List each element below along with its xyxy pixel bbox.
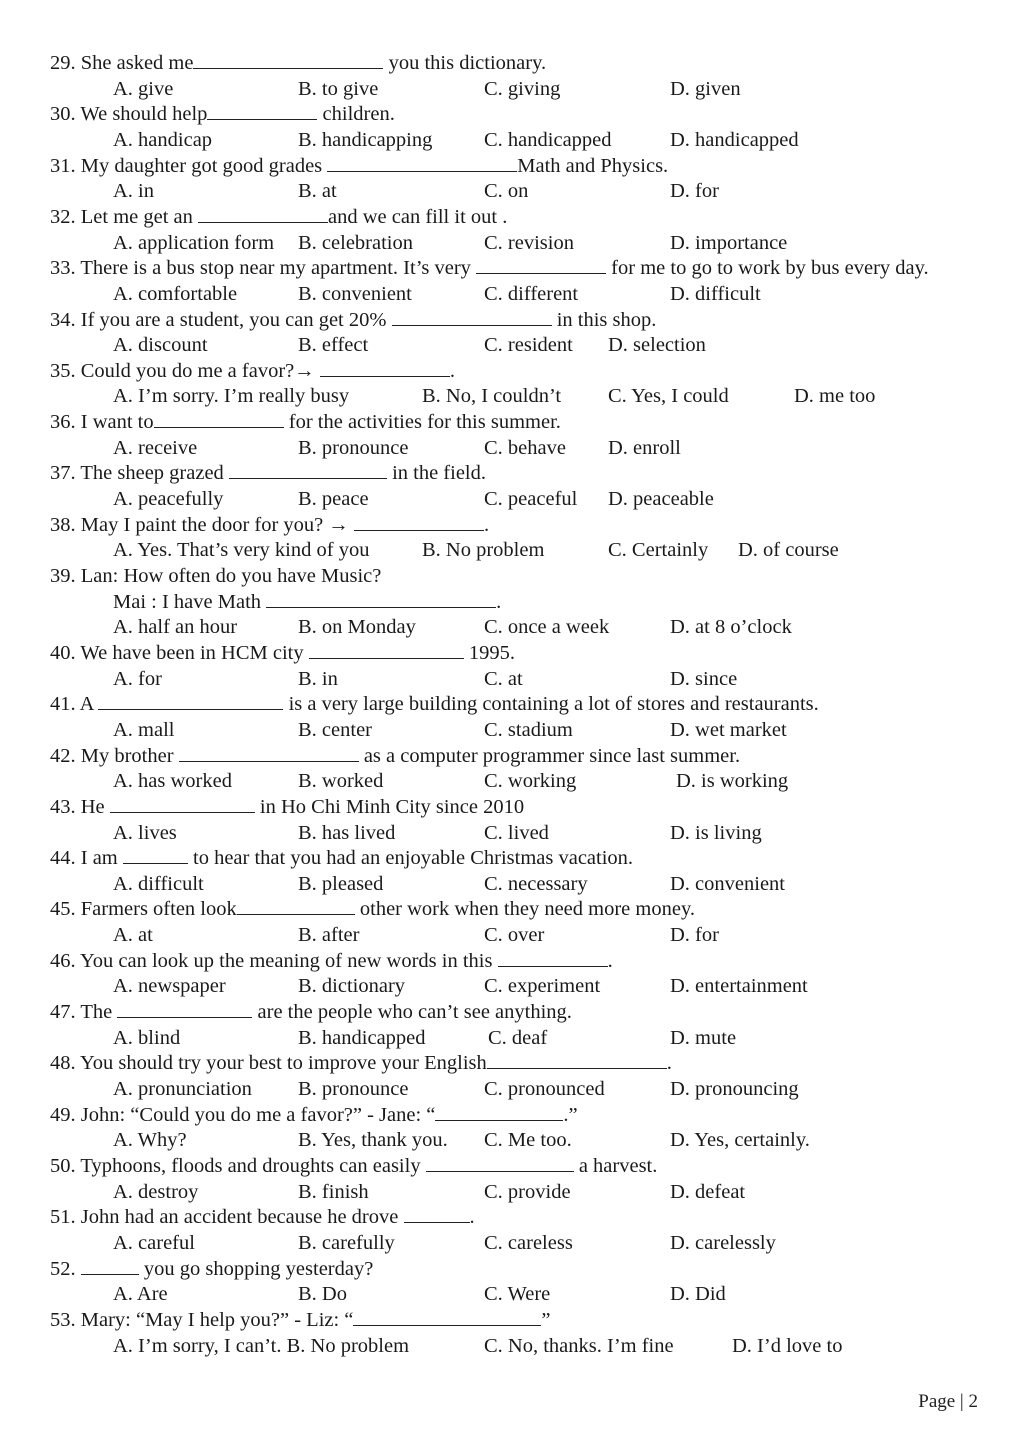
answer-option[interactable]: C. Yes, I could xyxy=(608,385,729,408)
answer-option[interactable]: D. wet market xyxy=(670,718,787,741)
answer-option[interactable]: C. different xyxy=(484,282,579,305)
answer-option[interactable]: D. mute xyxy=(670,1026,737,1049)
answer-option[interactable]: A. half an hour xyxy=(113,616,238,639)
question-number: 41. xyxy=(50,693,76,716)
question-number: 43. xyxy=(50,795,76,818)
answer-option[interactable]: B. to give xyxy=(298,77,379,100)
question-text: There is a bus stop near my apartment. It’s very xyxy=(80,257,477,280)
question-37 xyxy=(50,460,486,486)
answer-options xyxy=(0,1230,1024,1256)
question-number: 39. xyxy=(50,565,76,587)
answer-options xyxy=(0,486,1024,512)
answer-option[interactable]: D. convenient xyxy=(670,872,785,895)
question-30 xyxy=(50,101,395,127)
question-text: The sheep grazed xyxy=(80,462,229,485)
answer-option[interactable]: A. give xyxy=(113,77,174,100)
answer-option[interactable]: B. effect xyxy=(298,334,369,357)
answer-option[interactable]: D. is working xyxy=(676,770,789,793)
question-number: 35. xyxy=(50,359,76,382)
answer-option[interactable]: B. on Monday xyxy=(298,616,416,639)
question-text: A xyxy=(79,693,99,716)
question-51 xyxy=(50,1204,475,1230)
answer-option[interactable]: B. at xyxy=(298,180,337,203)
question-53 xyxy=(50,1307,551,1333)
question-52 xyxy=(50,1256,373,1282)
answer-options xyxy=(0,435,1024,461)
question-text: in this shop. xyxy=(551,308,657,331)
question-text: you go shopping yesterday? xyxy=(138,1257,374,1280)
answer-option[interactable]: A. blind xyxy=(113,1026,181,1049)
answer-option[interactable]: B. pronounce xyxy=(298,436,409,459)
question-text: .” xyxy=(563,1103,578,1126)
answer-option[interactable]: A. I’m sorry. I’m really busy xyxy=(113,385,350,408)
question-text: You should try your best to improve your English xyxy=(80,1052,487,1075)
question-38 xyxy=(50,512,489,538)
answer-options xyxy=(0,230,1024,256)
page-number: Page | 2 xyxy=(918,1391,978,1412)
answer-option[interactable]: C. Me too. xyxy=(484,1129,572,1152)
question-text: you this dictionary. xyxy=(383,52,547,74)
answer-option[interactable]: A. difficult xyxy=(113,872,204,895)
question-36 xyxy=(50,409,561,435)
answer-blank[interactable] xyxy=(193,50,383,69)
answer-option[interactable]: B. Do xyxy=(298,1283,347,1306)
answer-option[interactable]: D. carelessly xyxy=(670,1231,776,1254)
question-text: is a very large building containing a lot of stores and restaurants. xyxy=(283,693,819,716)
answer-option[interactable]: C. over xyxy=(484,924,545,947)
question-text: 1995. xyxy=(463,641,515,664)
question-number: 30. xyxy=(50,103,76,126)
answer-blank[interactable] xyxy=(320,358,450,377)
answer-blank[interactable] xyxy=(487,1050,667,1069)
question-number: 45. xyxy=(50,898,76,921)
question-text: . xyxy=(469,1206,475,1229)
answer-option[interactable]: C. once a week xyxy=(484,616,610,639)
answer-options xyxy=(0,973,1024,999)
answer-option[interactable]: D. selection xyxy=(608,334,706,357)
question-text: other work when they need more money. xyxy=(354,898,695,921)
question-text: are the people who can’t see anything. xyxy=(252,1001,572,1024)
answer-options xyxy=(0,76,1024,102)
answer-blank[interactable] xyxy=(426,1153,574,1172)
answer-options xyxy=(0,281,1024,307)
answer-option[interactable]: A. lives xyxy=(113,821,177,844)
question-number: 36. xyxy=(50,411,76,434)
answer-option[interactable]: D. of course xyxy=(738,539,839,562)
question-number: 40. xyxy=(50,641,76,664)
answer-option[interactable]: B. after xyxy=(298,924,360,947)
question-text: . xyxy=(666,1052,672,1075)
answer-option[interactable]: C. on xyxy=(484,180,529,203)
answer-option[interactable]: B. convenient xyxy=(298,282,412,305)
answer-option[interactable]: C. revision xyxy=(484,231,574,254)
answer-option[interactable]: D. for xyxy=(670,180,719,203)
question-text: John: “Could you do me a favor?” - Jane: “ xyxy=(80,1103,436,1126)
answer-options xyxy=(0,383,1024,409)
answer-option[interactable]: C. stadium xyxy=(484,718,573,741)
question-34 xyxy=(50,307,656,333)
question-number: 52. xyxy=(50,1257,76,1280)
question-number: 31. xyxy=(50,154,76,177)
question-text: I am xyxy=(80,847,123,870)
answer-options xyxy=(0,178,1024,204)
question-text: ” xyxy=(541,1308,551,1331)
answer-option[interactable]: A. destroy xyxy=(113,1180,199,1203)
answer-blank[interactable] xyxy=(404,1204,470,1223)
question-text: . xyxy=(607,949,613,972)
answer-option[interactable]: A. in xyxy=(113,180,154,203)
answer-option[interactable]: D. defeat xyxy=(670,1180,746,1203)
question-text: Let me get an xyxy=(80,205,199,228)
answer-options xyxy=(0,1333,1024,1359)
answer-option[interactable]: C. deaf xyxy=(488,1026,548,1049)
question-number: 46. xyxy=(50,949,76,972)
answer-option[interactable]: A. for xyxy=(113,667,162,690)
question-39 xyxy=(50,563,381,589)
question-number: 53. xyxy=(50,1308,76,1331)
question-number: 50. xyxy=(50,1154,76,1177)
question-text: He xyxy=(80,795,110,818)
answer-options xyxy=(0,1281,1024,1307)
answer-option[interactable]: D. I’d love to xyxy=(732,1334,843,1357)
question-number: 38. xyxy=(50,513,76,536)
answer-option[interactable]: A. application form xyxy=(113,231,275,254)
question-number: 32. xyxy=(50,205,76,228)
answer-option[interactable]: B. pleased xyxy=(298,872,384,895)
question-text: She asked me xyxy=(80,52,194,74)
question-29 xyxy=(50,50,546,76)
answer-option[interactable]: C. handicapped xyxy=(484,128,612,151)
question-number: 29. xyxy=(50,52,76,74)
question-text: John had an accident because he drove xyxy=(80,1206,404,1229)
answer-option[interactable]: B. handicapped xyxy=(298,1026,426,1049)
answer-option[interactable]: C. No, thanks. I’m fine xyxy=(484,1334,674,1357)
answer-blank[interactable] xyxy=(154,409,284,428)
question-number: 34. xyxy=(50,308,76,331)
answer-option[interactable]: D. entertainment xyxy=(670,975,808,998)
answer-option[interactable]: C. experiment xyxy=(484,975,601,998)
answer-option[interactable]: A. discount xyxy=(113,334,208,357)
question-text: a harvest. xyxy=(573,1154,658,1177)
answer-options xyxy=(0,537,1024,563)
answer-option[interactable]: D. given xyxy=(670,77,741,100)
answer-option[interactable]: C. careless xyxy=(484,1231,573,1254)
question-text: Mai : I have Math xyxy=(113,590,267,613)
question-50 xyxy=(50,1153,657,1179)
answer-option[interactable]: B. dictionary xyxy=(298,975,406,998)
answer-option[interactable]: D. for xyxy=(670,924,719,947)
question-44 xyxy=(50,845,633,871)
answer-option[interactable]: D. difficult xyxy=(670,282,761,305)
answer-option[interactable]: B. handicapping xyxy=(298,128,433,151)
answer-option[interactable]: A. peacefully xyxy=(113,488,224,511)
answer-options xyxy=(0,922,1024,948)
answer-option[interactable]: B. in xyxy=(298,667,338,690)
answer-option[interactable]: B. center xyxy=(298,718,372,741)
answer-option[interactable]: C. working xyxy=(484,770,577,793)
answer-option[interactable]: C. provide xyxy=(484,1180,571,1203)
question-42 xyxy=(50,743,740,769)
question-48 xyxy=(50,1050,672,1076)
answer-blank[interactable] xyxy=(392,307,552,326)
question-45 xyxy=(50,896,695,922)
question-text: Typhoons, floods and droughts can easily xyxy=(80,1154,426,1177)
question-text: for me to go to work by bus every day. xyxy=(606,257,929,280)
question-text: If you are a student, you can get 20% xyxy=(80,308,392,331)
question-49 xyxy=(50,1102,578,1128)
answer-blank[interactable] xyxy=(498,948,608,967)
question-number: 44. xyxy=(50,847,76,870)
question-text: to hear that you had an enjoyable Christmas vacation. xyxy=(187,847,634,870)
answer-option[interactable]: B. worked xyxy=(298,770,384,793)
answer-option[interactable]: A. receive xyxy=(113,436,198,459)
answer-option[interactable]: C. Certainly xyxy=(608,539,709,562)
answer-blank[interactable] xyxy=(110,794,255,813)
answer-option[interactable]: C. necessary xyxy=(484,872,588,895)
answer-option[interactable]: A. at xyxy=(113,924,153,947)
answer-option[interactable]: B. pronounce xyxy=(298,1078,409,1100)
question-text: My daughter got good grades xyxy=(80,154,328,177)
answer-blank[interactable] xyxy=(81,1256,139,1275)
question-text: You can look up the meaning of new words in this xyxy=(80,949,498,972)
answer-options xyxy=(0,1025,1024,1051)
answer-option[interactable]: A. pronunciation xyxy=(113,1078,252,1100)
question-text: Could you do me a favor?→ xyxy=(80,359,320,382)
question-text: My brother xyxy=(80,744,179,767)
answer-option[interactable]: C. at xyxy=(484,667,523,690)
question-text: Math and Physics. xyxy=(517,154,669,177)
answer-blank[interactable] xyxy=(309,640,464,659)
answer-option[interactable]: D. Yes, certainly. xyxy=(670,1129,810,1152)
question-text: . xyxy=(449,359,455,382)
answer-blank[interactable] xyxy=(198,204,328,223)
answer-options xyxy=(0,717,1024,743)
question-text: Mary: “May I help you?” - Liz: “ xyxy=(80,1308,354,1331)
answer-option[interactable]: A. newspaper xyxy=(113,975,226,998)
question-text: Farmers often look xyxy=(80,898,237,921)
answer-option[interactable]: B. Yes, thank you. xyxy=(298,1129,448,1152)
question-dialogue-line xyxy=(113,589,501,615)
question-number: 48. xyxy=(50,1052,76,1075)
answer-options xyxy=(0,127,1024,153)
answer-option[interactable]: B. celebration xyxy=(298,231,413,254)
answer-options xyxy=(0,666,1024,692)
answer-option[interactable]: A. handicap xyxy=(113,128,213,151)
answer-option[interactable]: D. since xyxy=(670,667,738,690)
answer-option[interactable]: D. handicapped xyxy=(670,128,799,151)
answer-options xyxy=(0,1076,1024,1102)
answer-option[interactable]: D. me too xyxy=(794,385,876,408)
answer-blank[interactable] xyxy=(207,101,317,120)
answer-blank[interactable] xyxy=(123,845,188,864)
answer-option[interactable]: D. pronouncing xyxy=(670,1078,799,1100)
question-40 xyxy=(50,640,515,666)
answer-options xyxy=(0,871,1024,897)
question-text: and we can fill it out . xyxy=(328,205,508,228)
answer-options xyxy=(0,768,1024,794)
answer-options xyxy=(0,820,1024,846)
answer-option[interactable]: A. Why? xyxy=(113,1129,187,1152)
answer-options xyxy=(0,1127,1024,1153)
question-number: 33. xyxy=(50,257,76,280)
answer-option[interactable]: A. I’m sorry, I can’t. B. No problem xyxy=(113,1334,410,1357)
question-number: 47. xyxy=(50,1001,76,1024)
answer-option[interactable]: B. finish xyxy=(298,1180,369,1203)
answer-blank[interactable] xyxy=(237,896,355,915)
answer-option[interactable]: B. has lived xyxy=(298,821,396,844)
question-text: for the activities for this summer. xyxy=(283,411,561,434)
question-number: 37. xyxy=(50,462,76,485)
answer-option[interactable]: C. resident xyxy=(484,334,573,357)
answer-option[interactable]: A. Yes. That’s very kind of you xyxy=(113,539,370,562)
question-text: Lan: How often do you have Music? xyxy=(80,565,382,587)
answer-option[interactable]: C. lived xyxy=(484,821,549,844)
answer-blank[interactable] xyxy=(327,153,517,172)
answer-blank[interactable] xyxy=(117,999,252,1018)
answer-blank[interactable] xyxy=(98,691,283,710)
answer-option[interactable]: D. Did xyxy=(670,1283,726,1306)
answer-option[interactable]: B. peace xyxy=(298,488,369,511)
question-text: We should help xyxy=(80,103,208,126)
answer-blank[interactable] xyxy=(179,743,359,762)
question-number: 49. xyxy=(50,1103,76,1126)
answer-option[interactable]: B. No, I couldn’t xyxy=(422,385,562,408)
answer-option[interactable]: A. mall xyxy=(113,718,175,741)
question-text: in Ho Chi Minh City since 2010 xyxy=(254,795,525,818)
answer-option[interactable]: C. peaceful xyxy=(484,488,578,511)
question-text: in the field. xyxy=(386,462,486,485)
answer-option[interactable]: C. behave xyxy=(484,436,566,459)
answer-option[interactable]: C. giving xyxy=(484,77,561,100)
question-text: The xyxy=(80,1001,118,1024)
answer-option[interactable]: A. has worked xyxy=(113,770,232,793)
answer-blank[interactable] xyxy=(476,255,606,274)
answer-blank[interactable] xyxy=(435,1102,563,1121)
answer-option[interactable]: C. Were xyxy=(484,1283,551,1306)
answer-option[interactable]: D. peaceable xyxy=(608,488,714,511)
answer-option[interactable]: A. comfortable xyxy=(113,282,238,305)
answer-option[interactable]: D. is living xyxy=(670,821,762,844)
question-text: I want to xyxy=(80,411,154,434)
question-31 xyxy=(50,153,668,179)
answer-option[interactable]: C. pronounced xyxy=(484,1078,605,1100)
question-text: . xyxy=(484,513,490,536)
answer-option[interactable]: B. carefully xyxy=(298,1231,395,1254)
answer-blank[interactable] xyxy=(266,589,496,608)
answer-options xyxy=(0,332,1024,358)
question-text: We have been in HCM city xyxy=(80,641,309,664)
question-text: as a computer programmer since last summer. xyxy=(358,744,741,767)
answer-option[interactable]: D. importance xyxy=(670,231,788,254)
question-35 xyxy=(50,358,455,384)
question-33 xyxy=(50,255,929,281)
answer-option[interactable]: A. careful xyxy=(113,1231,195,1254)
question-47 xyxy=(50,999,572,1025)
answer-option[interactable]: D. enroll xyxy=(608,436,681,459)
answer-options xyxy=(0,614,1024,640)
answer-blank[interactable] xyxy=(353,1307,541,1326)
question-number: 51. xyxy=(50,1206,76,1229)
question-32 xyxy=(50,204,507,230)
answer-option[interactable]: B. No problem xyxy=(422,539,545,562)
question-number: 42. xyxy=(50,744,76,767)
answer-options xyxy=(0,1179,1024,1205)
question-43 xyxy=(50,794,524,820)
answer-option[interactable]: A. Are xyxy=(113,1283,168,1306)
answer-blank[interactable] xyxy=(354,512,484,531)
answer-blank[interactable] xyxy=(229,460,387,479)
question-text: May I paint the door for you? → xyxy=(80,513,355,536)
question-text: . xyxy=(496,590,502,613)
question-text: children. xyxy=(317,103,395,126)
question-41 xyxy=(50,691,819,717)
answer-option[interactable]: D. at 8 o’clock xyxy=(670,616,792,639)
question-46 xyxy=(50,948,613,974)
